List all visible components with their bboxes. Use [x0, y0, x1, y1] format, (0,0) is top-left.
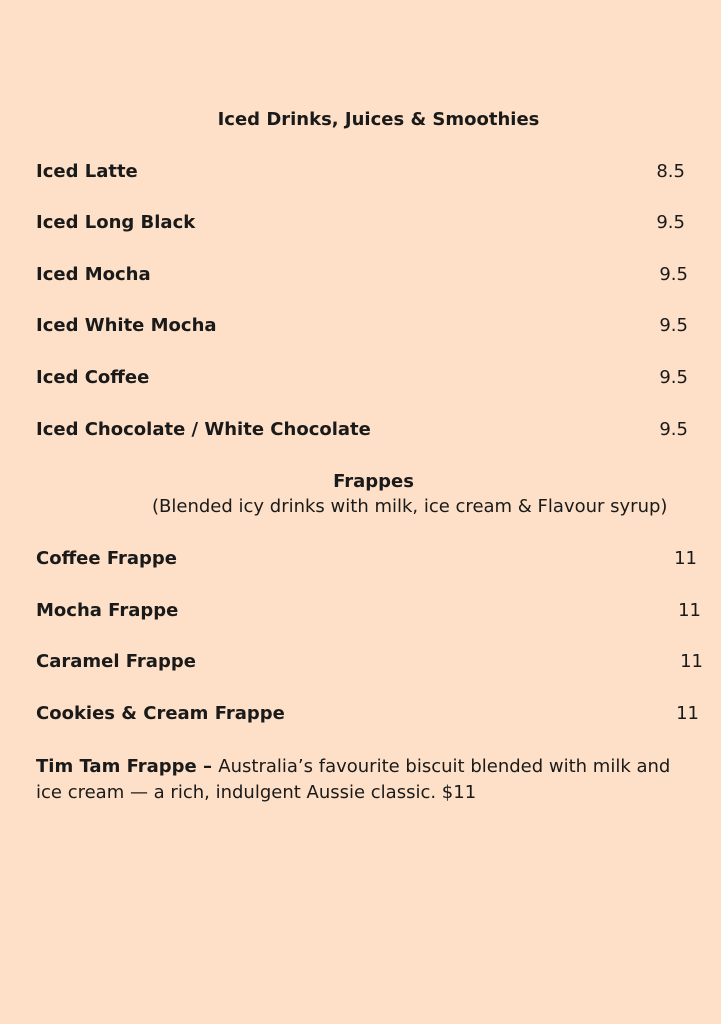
menu-item-name: Caramel Frappe: [36, 651, 196, 672]
menu-item-price: 9.5: [659, 264, 688, 285]
menu-item-price: 9.5: [656, 212, 685, 233]
menu-item-price: 11: [680, 651, 703, 672]
special-item-dash: –: [203, 756, 219, 777]
special-item-text: Australia’s favourite biscuit blended with milk and ice cream — a rich, indulgent Aussie classic. $11: [36, 756, 671, 803]
menu-item-name: Cookies & Cream Frappe: [36, 703, 285, 724]
frappes-subtitle: (Blended icy drinks with milk, ice cream & Flavour syrup): [152, 496, 668, 517]
menu-item-name: Iced Coffee: [36, 367, 150, 388]
menu-item-name: Coffee Frappe: [36, 548, 177, 569]
menu-item-price: 11: [678, 600, 701, 621]
menu-item-price: 11: [676, 703, 699, 724]
menu-item: [36, 367, 697, 391]
menu-item-name: Iced Chocolate / White Chocolate: [36, 419, 371, 440]
iced-section-title: Iced Drinks, Juices & Smoothies: [217, 109, 540, 130]
tim-tam-frappe-description: [36, 754, 701, 806]
menu-item: [36, 419, 697, 443]
menu-item: [36, 600, 701, 624]
menu-item-price: 8.5: [656, 161, 685, 182]
menu-item-price: 9.5: [659, 367, 688, 388]
frappes-section-title: Frappes: [333, 471, 414, 492]
menu-item-price: 9.5: [659, 419, 688, 440]
special-item-name: Tim Tam Frappe: [36, 756, 204, 777]
menu-item: [36, 161, 697, 185]
menu-item-name: Iced Latte: [36, 161, 138, 182]
menu-item: [36, 703, 697, 727]
menu-item-name: Mocha Frappe: [36, 600, 179, 621]
menu-item-name: Iced Long Black: [36, 212, 196, 233]
menu-item: [36, 264, 697, 288]
menu-item-price: 9.5: [659, 315, 688, 336]
menu-item: [36, 651, 703, 675]
menu-item: [36, 212, 697, 236]
menu-item: [36, 548, 697, 572]
menu-item-name: Iced White Mocha: [36, 315, 217, 336]
menu-item-name: Iced Mocha: [36, 264, 151, 285]
menu-item-price: 11: [674, 548, 697, 569]
menu-item: [36, 315, 697, 339]
